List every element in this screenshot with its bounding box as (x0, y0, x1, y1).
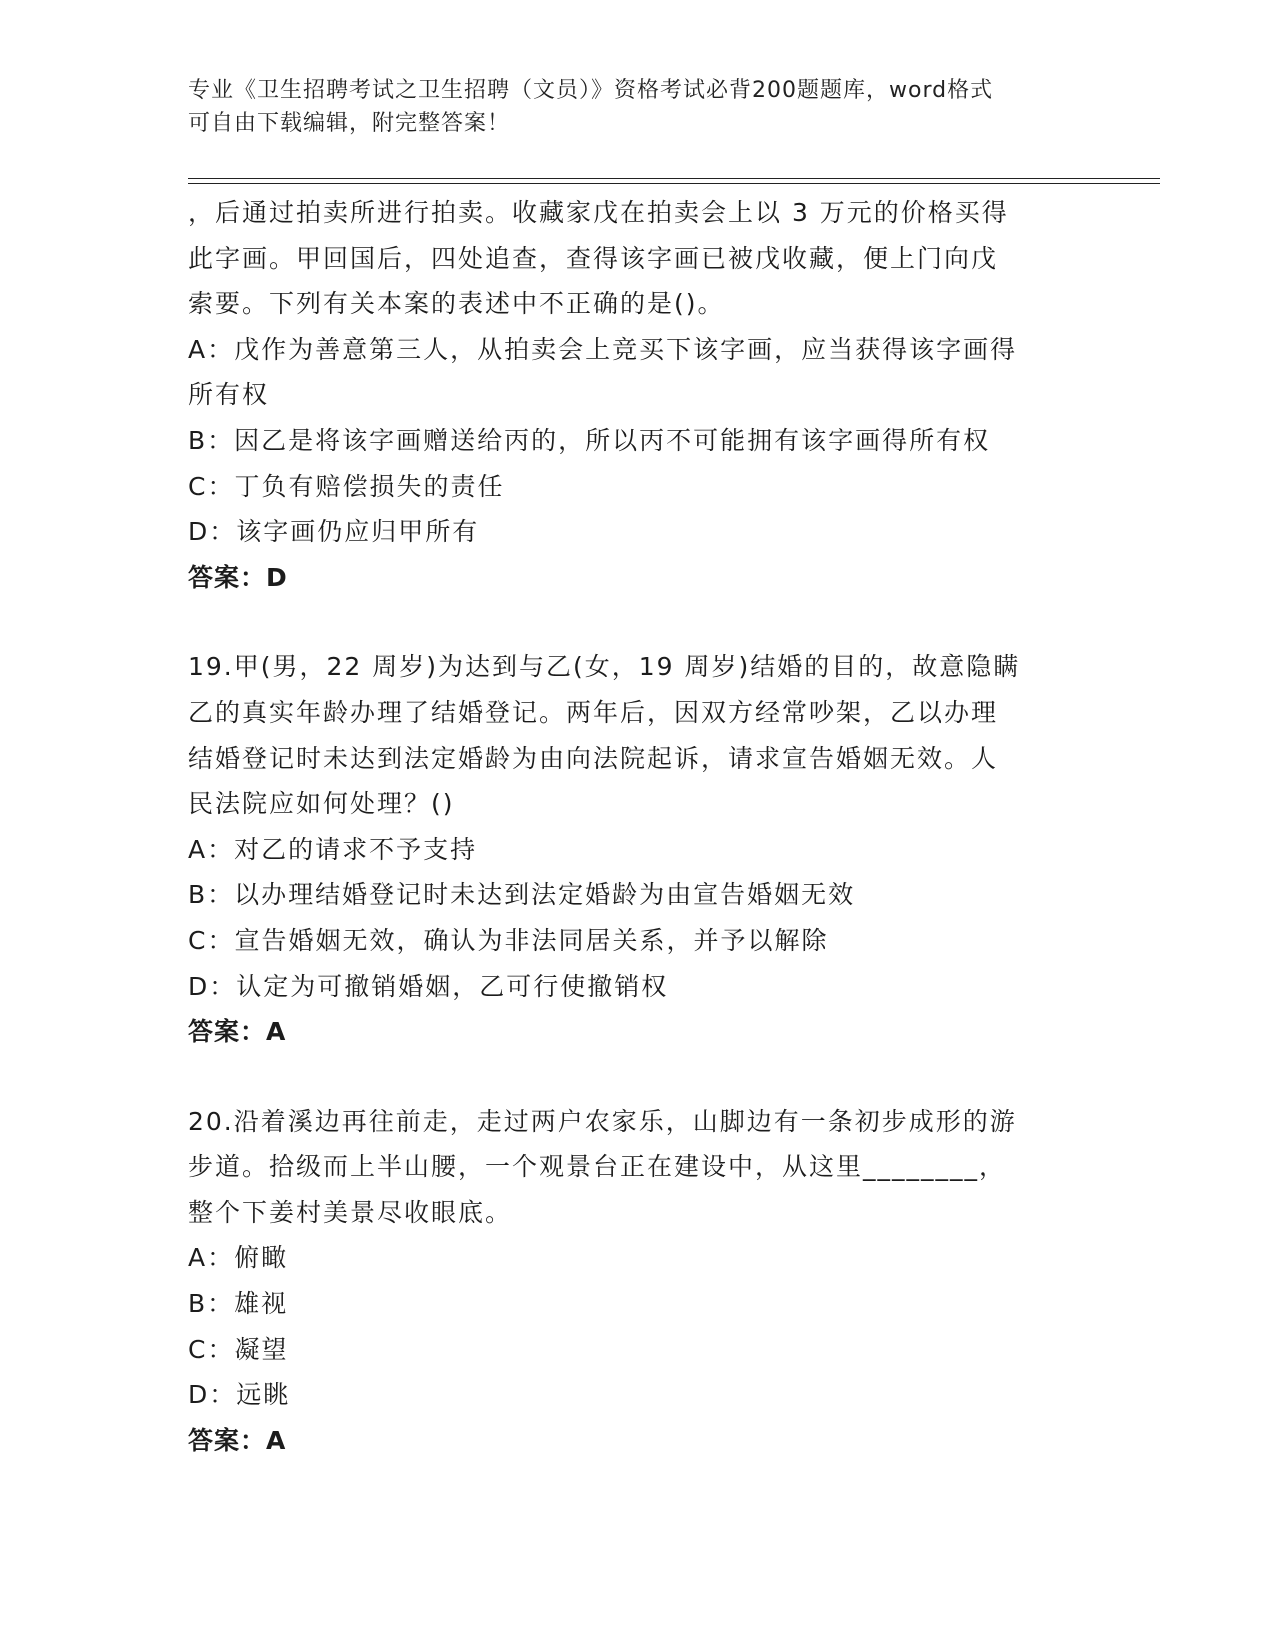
question-18-option-d: D：该字画仍应归甲所有 (188, 517, 480, 547)
question-20-block (188, 1099, 1088, 1464)
question-19-text-line: 19.甲(男，22 周岁)为达到与乙(女，19 周岁)结婚的目的，故意隐瞒 (188, 652, 1021, 682)
question-20-option-b: B：雄视 (188, 1289, 289, 1319)
question-spacer (188, 1055, 1088, 1099)
question-19-option-a: A：对乙的请求不予支持 (188, 834, 478, 864)
question-18-text-line: ，后通过拍卖所进行拍卖。收藏家戊在拍卖会上以 3 万元的价格买得 (188, 198, 1009, 227)
question-19-answer: 答案：A (188, 1017, 287, 1047)
question-20-text-line: 步道。拾级而上半山腰，一个观景台正在建设中，从这里________， (188, 1152, 1007, 1182)
page-header (188, 74, 1088, 140)
question-18-text-line: 索要。下列有关本案的表述中不正确的是()。 (188, 289, 725, 319)
question-20-text-line: 整个下姜村美景尽收眼底。 (188, 1197, 513, 1227)
question-20-option-d: D：远眺 (188, 1380, 291, 1410)
header-divider-top (188, 178, 1160, 179)
question-19-block (188, 644, 1088, 1054)
question-20-option-c: C：凝望 (188, 1334, 289, 1364)
question-18-option-a-cont: 所有权 (188, 380, 270, 410)
question-20-answer: 答案：A (188, 1425, 287, 1455)
question-18-option-a: A：戊作为善意第三人，从拍卖会上竞买下该字画，应当获得该字画得 (188, 334, 1018, 364)
header-title-line-2: 可自由下载编辑，附完整答案！ (188, 111, 511, 136)
header-title-line-1: 专业《卫生招聘考试之卫生招聘（文员）》资格考试必背200题题库，word格式 (188, 78, 994, 103)
question-19-text-line: 乙的真实年龄办理了结婚登记。两年后，因双方经常吵架，乙以办理 (188, 697, 999, 727)
question-content (188, 190, 1088, 1463)
question-18-text-line: 此字画。甲回国后，四处追查，查得该字画已被戊收藏，便上门向戊 (188, 243, 999, 273)
question-20-text-line: 20.沿着溪边再往前走，走过两户农家乐，山脚边有一条初步成形的游 (188, 1106, 1017, 1136)
question-18-option-b: B：因乙是将该字画赠送给丙的，所以丙不可能拥有该字画得所有权 (188, 425, 991, 455)
question-spacer (188, 600, 1088, 644)
question-18-block (188, 190, 1088, 600)
question-18-option-c: C：丁负有赔偿损失的责任 (188, 471, 505, 501)
question-20-option-a: A：俯瞰 (188, 1243, 289, 1273)
question-19-text-line: 民法院应如何处理？() (188, 789, 455, 819)
question-18-answer: 答案：D (188, 562, 288, 592)
question-19-option-c: C：宣告婚姻无效，确认为非法同居关系，并予以解除 (188, 925, 829, 955)
question-19-option-b: B：以办理结婚登记时未达到法定婚龄为由宣告婚姻无效 (188, 880, 856, 910)
question-19-text-line: 结婚登记时未达到法定婚龄为由向法院起诉，请求宣告婚姻无效。人 (188, 743, 999, 773)
question-19-option-d: D：认定为可撤销婚姻，乙可行使撤销权 (188, 971, 669, 1001)
header-divider-bottom (188, 183, 1160, 184)
